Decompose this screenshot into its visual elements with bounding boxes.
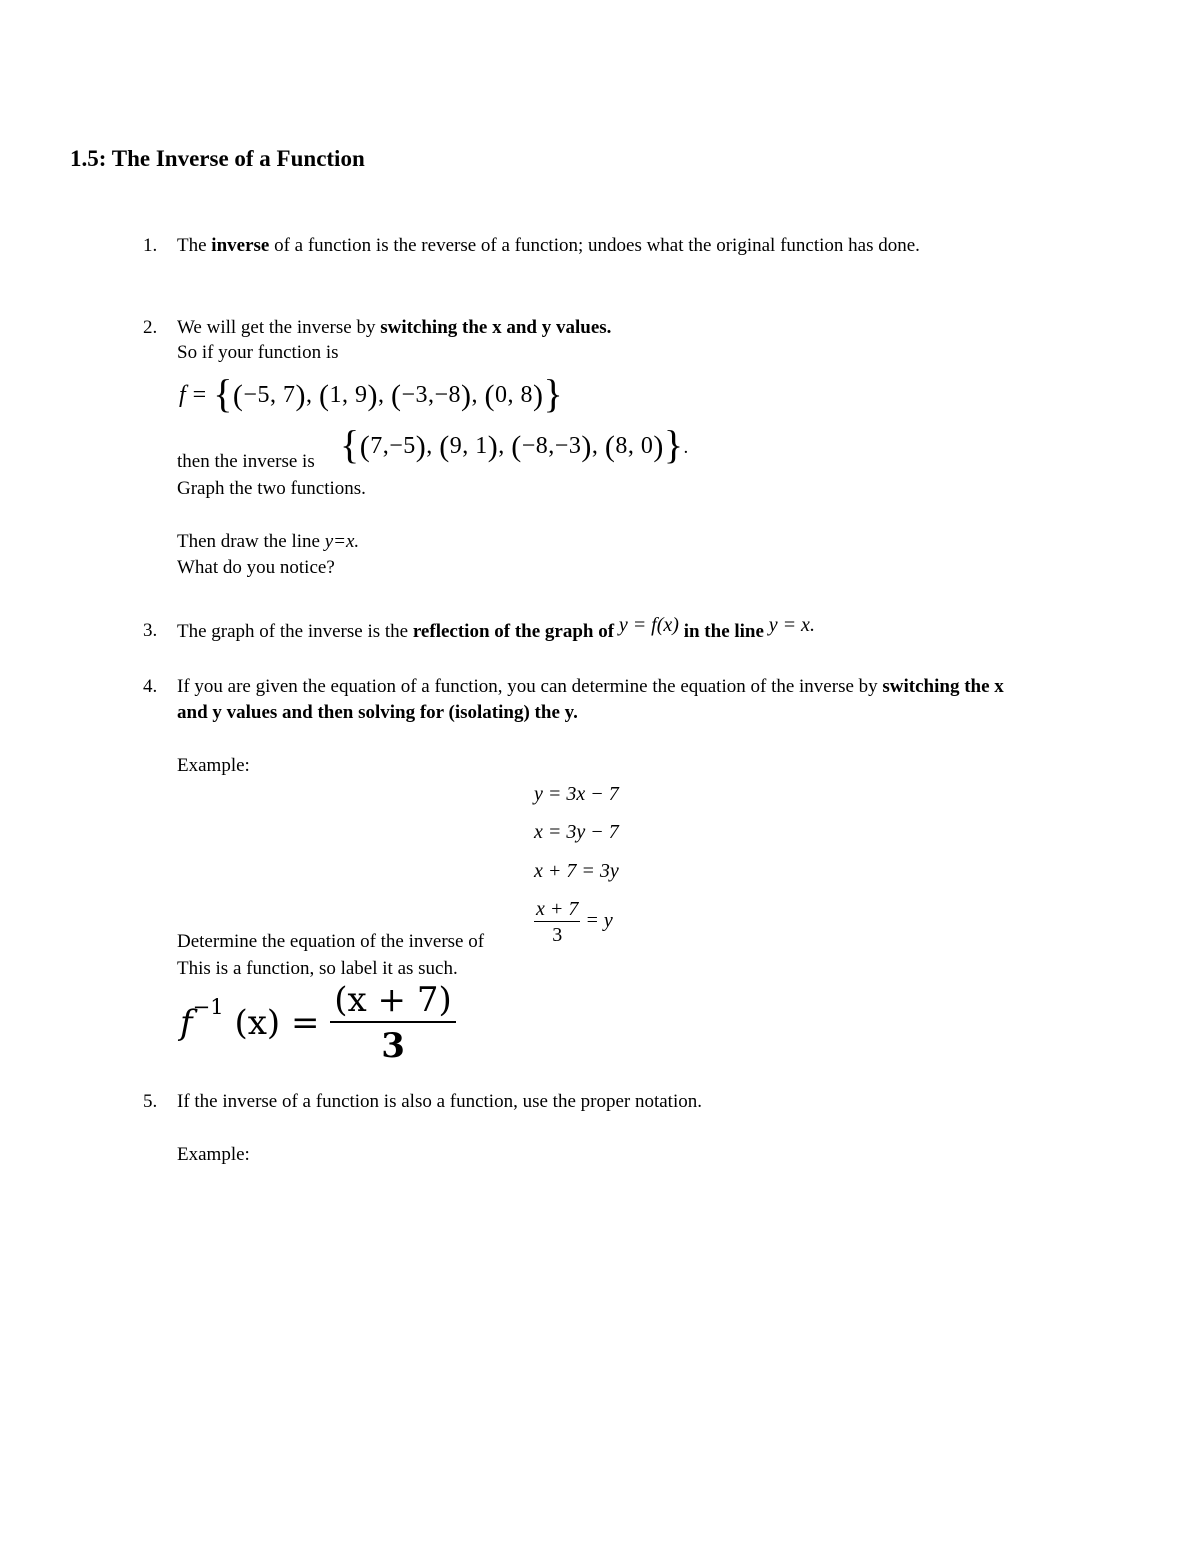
step-4-numerator: x + 7 [536, 898, 579, 920]
item-1-text [177, 236, 920, 255]
close-brace: } [543, 371, 564, 416]
item-4-pre: If you are given the equation of a function, you can determine the equation of the inverse by [177, 676, 883, 697]
pair-f-4: 0, 8 [495, 382, 534, 408]
step-4-fraction [534, 898, 580, 946]
determine-text: Determine the equation of the inverse of [177, 931, 485, 952]
item-4-line1 [177, 677, 1004, 696]
formula-fraction [330, 980, 455, 1066]
inverse-formula [180, 980, 456, 1066]
item-3-number: 3. [143, 620, 158, 641]
item-2-line1-pre: We will get the inverse by [177, 317, 381, 338]
line-equation: y=x. [324, 531, 360, 552]
item-2-line1 [177, 318, 611, 337]
item-1-post: of a function is the reverse of a function; undoes what the original function has done. [269, 235, 920, 256]
function-set-f: f = {(−5, 7), (1, 9), (−3,−8), (0, 8)} [179, 371, 564, 416]
item-5-number: 5. [143, 1091, 158, 1112]
open-brace: { [340, 422, 360, 467]
pair-f-3: −3,−8 [401, 382, 462, 408]
label-text: This is a function, so label it as such. [177, 958, 458, 979]
item-3-bold-2: in the line [683, 621, 764, 642]
item-2-number: 2. [143, 317, 158, 338]
pair-inv-4: 8, 0 [615, 433, 654, 459]
item-3-pre: The graph of the inverse is the [177, 621, 413, 642]
step-4-denominator: 3 [552, 924, 563, 946]
item-3-bold-1: reflection of the graph of [412, 621, 615, 642]
item-1-pre: The [177, 235, 212, 256]
graph-instruction: Graph the two functions. [177, 478, 366, 499]
notice-question: What do you notice? [177, 557, 335, 578]
item-4-number: 4. [143, 676, 158, 697]
f-label: f [179, 382, 187, 408]
formula-numerator: (x + 7) [330, 983, 455, 1023]
set-period: . [683, 437, 689, 458]
open-brace: { [213, 371, 233, 416]
formula-denominator: 3 [381, 1026, 405, 1066]
function-set-inverse: {(7,−5), (9, 1), (−8,−3), (8, 0)}. [340, 422, 689, 467]
item-4-bold-a: switching the x [882, 676, 1004, 697]
line-instruction [177, 532, 359, 551]
step-4-rhs: = y [585, 909, 613, 932]
item-3-math-2: y = x. [768, 614, 815, 636]
line-pre: Then draw the line [177, 531, 325, 552]
formula-f: f [180, 1003, 193, 1043]
item-2-line2: So if your function is [177, 342, 339, 363]
item-1-number: 1. [143, 235, 158, 256]
formula-superscript: −1 [192, 994, 224, 1019]
inverse-intro: then the inverse is [177, 451, 315, 472]
item-2-line1-bold: switching the x and y values. [380, 317, 612, 338]
step-4 [534, 898, 613, 946]
pair-inv-2: 9, 1 [449, 433, 488, 459]
item-4-line2: and y values and then solving for (isolating) the y. [177, 702, 578, 723]
step-3: x + 7 = 3y [534, 860, 619, 882]
close-brace: } [663, 422, 684, 467]
formula-argument: (x) = [223, 1003, 331, 1043]
item-3-math-1: y = f(x) [618, 614, 679, 636]
step-1: y = 3x − 7 [534, 783, 619, 805]
item-3-text [177, 615, 815, 641]
item-5-text: If the inverse of a function is also a function, use the proper notation. [177, 1091, 702, 1112]
f-equals: = [192, 382, 207, 408]
example-label-5: Example: [177, 1144, 250, 1165]
pair-f-1: −5, 7 [243, 382, 296, 408]
pair-f-2: 1, 9 [329, 382, 368, 408]
page-title: 1.5: The Inverse of a Function [70, 146, 365, 171]
example-label-4: Example: [177, 755, 250, 776]
pair-inv-1: 7,−5 [370, 433, 416, 459]
item-1-bold: inverse [211, 235, 270, 256]
step-2: x = 3y − 7 [534, 821, 619, 843]
pair-inv-3: −8,−3 [521, 433, 582, 459]
